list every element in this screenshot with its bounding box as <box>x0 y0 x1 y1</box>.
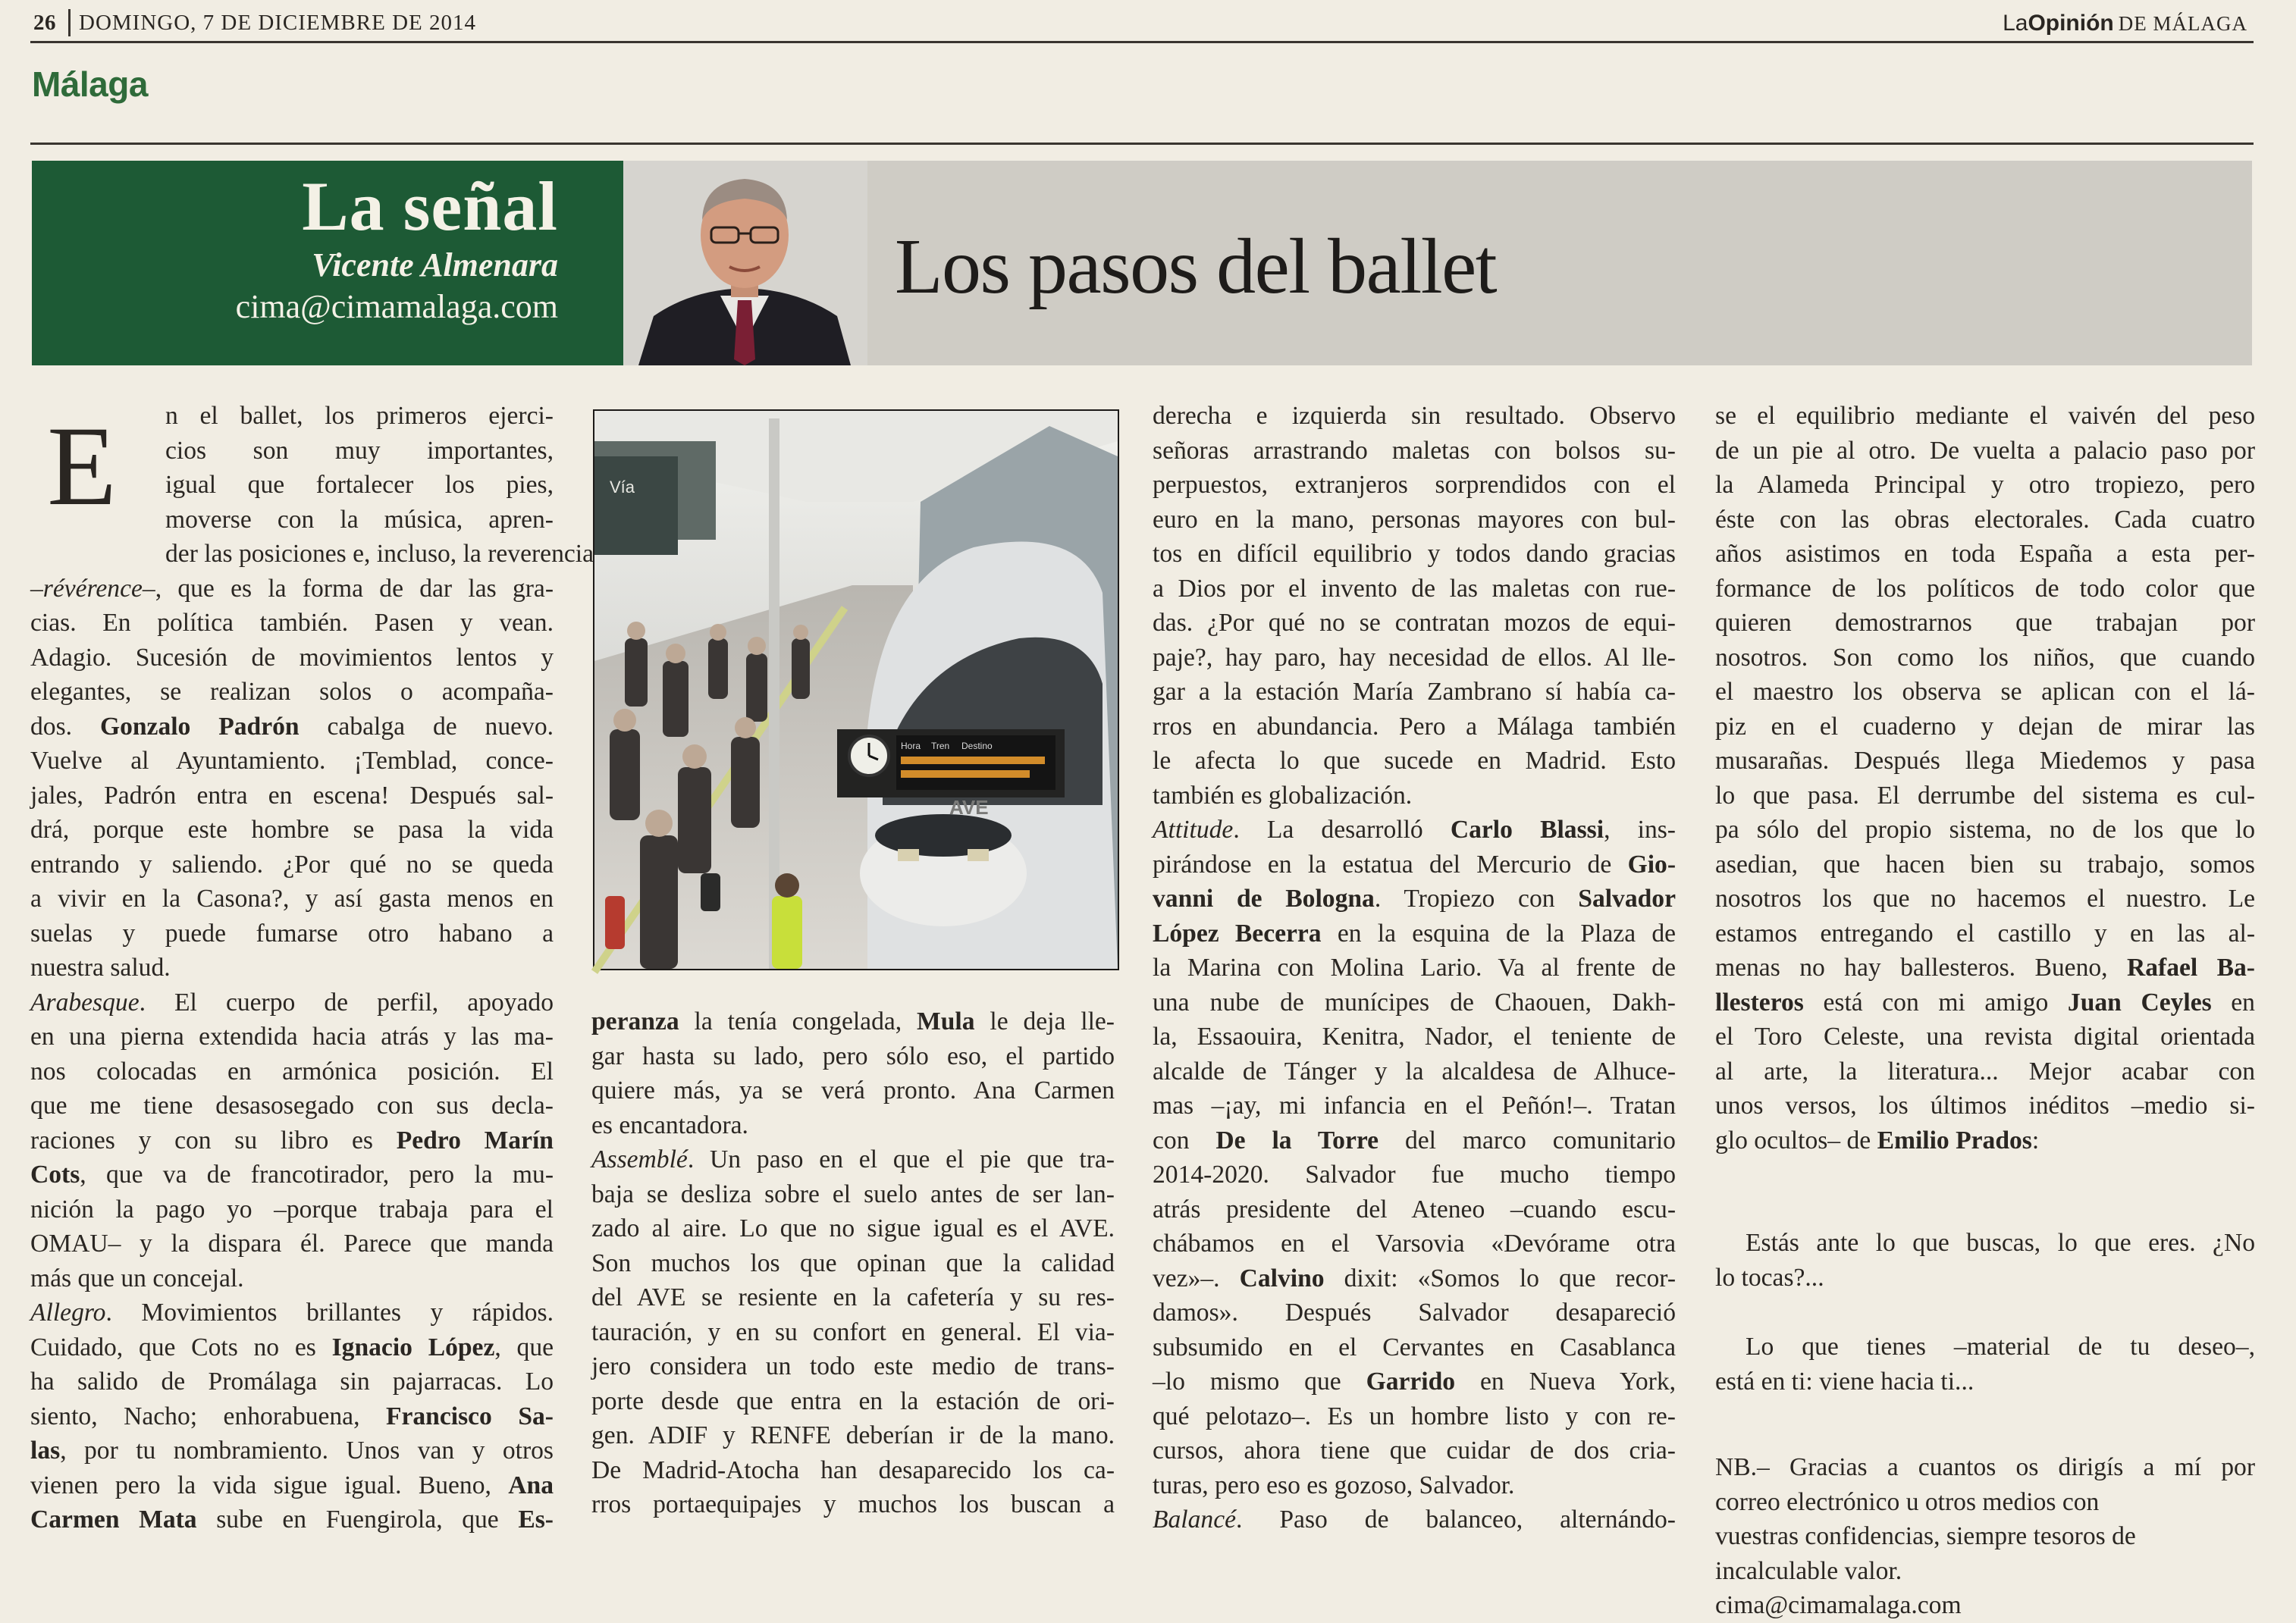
bold-name: Carmen Mata <box>30 1506 197 1534</box>
text-segment: , que va de francotirador, pero la mu- <box>80 1161 554 1189</box>
text-line <box>30 503 554 537</box>
text-segment: zado al aire. Lo que no sigue igual es el AVE. <box>591 1214 1115 1242</box>
text-segment: gen. ADIF y RENFE deberían ir de la mano. <box>591 1421 1115 1449</box>
text-line <box>1153 468 1676 503</box>
text-line <box>30 1158 554 1192</box>
text-segment: De Madrid-Atocha han desaparecido los ca- <box>591 1455 1115 1484</box>
text-segment: también es globalización. <box>1153 781 1413 810</box>
text-segment: Lo que tienes –material de tu deseo–, <box>1746 1333 2255 1361</box>
text-segment: al arte, la literatura... Mejor acabar con <box>1715 1057 2255 1086</box>
bold-name: peranza <box>591 1007 679 1036</box>
text-segment: – <box>30 574 43 603</box>
text-line <box>1715 1020 2255 1054</box>
text-segment: el Toro Celeste, una revista digital orientada <box>1715 1023 2255 1051</box>
text-segment: , ins- <box>1604 816 1676 844</box>
text-segment: drá, porque este hombre se pasa la vida <box>30 816 554 844</box>
text-line <box>30 813 554 848</box>
text-segment: Estás ante lo que buscas, lo que eres. ¿No <box>1746 1229 2255 1257</box>
text-line <box>30 951 554 985</box>
italic-term: Balancé <box>1153 1506 1237 1534</box>
text-segment: –lo mismo que <box>1153 1368 1366 1396</box>
text-line <box>1153 1365 1676 1399</box>
text-segment: : <box>2031 1126 2040 1155</box>
text-segment: NB.– Gracias a cuantos os dirigís a mí por <box>1715 1453 2255 1481</box>
text-line <box>591 1246 1115 1281</box>
text-segment: está con mi amigo <box>1803 988 2068 1017</box>
text-line <box>1715 434 2255 468</box>
text-line <box>30 468 554 503</box>
text-segment: formance de los políticos de todo color que <box>1715 574 2255 603</box>
text-line <box>1715 1450 2255 1485</box>
text-line <box>1153 503 1676 537</box>
text-line <box>30 744 554 779</box>
text-segment: cursos, ahora tiene que cuidar de dos cria- <box>1153 1437 1676 1465</box>
text-segment: la, Essaouira, Kenitra, Nador, el teniente de <box>1153 1023 1676 1051</box>
text-line <box>591 1177 1115 1212</box>
text-line <box>1715 1365 2255 1399</box>
text-segment: menas no hay ballesteros. Bueno, <box>1715 954 2127 982</box>
text-segment: estamos entregando el castillo y en las al- <box>1715 919 2255 948</box>
text-segment: tos en difícil equilibrio y todos dando gracias <box>1153 540 1676 568</box>
text-segment: gar a la estación María Zambrano sí había ca- <box>1153 678 1676 706</box>
text-segment: que me tiene desasosegado con sus decla- <box>30 1092 554 1120</box>
text-line <box>1153 813 1676 848</box>
text-segment: es encantadora. <box>591 1111 748 1139</box>
text-line <box>1715 1054 2255 1089</box>
text-line <box>591 1384 1115 1419</box>
text-line <box>591 1108 1115 1143</box>
bold-name: Cots <box>30 1161 80 1189</box>
text-line <box>1715 399 2255 434</box>
article-headline: Los pasos del ballet <box>895 223 1497 310</box>
text-line <box>30 1399 554 1434</box>
text-line <box>1153 1502 1676 1537</box>
text-line <box>1153 1433 1676 1468</box>
text-line <box>1153 1296 1676 1330</box>
text-line <box>1715 1554 2255 1589</box>
text-line <box>30 882 554 916</box>
text-segment: el maestro los observa se aplican con el lá- <box>1715 678 2255 706</box>
article-column-1 <box>30 399 594 1537</box>
bold-name: Carlo Blassi <box>1450 816 1604 844</box>
text-segment: una nube de munícipes de Chaouen, Dakh- <box>1153 988 1676 1017</box>
text-segment: le afecta lo que sucede en Madrid. Esto <box>1153 747 1676 775</box>
bold-name: Es- <box>518 1506 554 1534</box>
text-segment: nuestra salud. <box>30 954 171 982</box>
text-segment: cios son muy importantes, <box>165 436 554 465</box>
text-line <box>30 1296 554 1330</box>
section-rule <box>30 143 2254 145</box>
text-segment: vez»–. <box>1153 1264 1240 1292</box>
text-segment: n el ballet, los primeros ejerci- <box>165 402 554 430</box>
text-segment: dos. <box>30 712 100 741</box>
text-segment: tauración, y en su confort en general. El via- <box>591 1318 1115 1346</box>
poem-stanza-1 <box>1715 1226 2255 1295</box>
text-line <box>1715 503 2255 537</box>
text-line <box>30 675 554 710</box>
text-line <box>1715 1588 2255 1623</box>
text-segment: atrás presidente del Ateneo –cuando escu- <box>1153 1195 1676 1224</box>
text-segment: musarañas. Después llega Miedemos y pasa <box>1715 747 2255 775</box>
station-photo <box>593 409 1119 970</box>
brand-city: DE MÁLAGA <box>2118 12 2247 35</box>
text-segment: lo que pasa. El derrumbe del sistema es cul- <box>1715 781 2255 810</box>
nb-gap <box>1715 1399 2255 1450</box>
text-line <box>30 399 554 434</box>
text-line <box>1153 1192 1676 1227</box>
article-column-4 <box>1715 399 2255 1623</box>
text-line <box>1153 1399 1676 1434</box>
text-line <box>30 641 554 675</box>
text-segment: gar hasta su lado, pero sólo eso, el partido <box>591 1042 1115 1070</box>
text-line <box>591 1280 1115 1315</box>
board-header-tren: Tren <box>931 741 950 751</box>
text-segment: turas, pero eso es gozoso, Salvador. <box>1153 1471 1515 1499</box>
text-line <box>1715 710 2255 744</box>
text-segment: nosotros. Son como los niños, que cuando <box>1715 643 2255 672</box>
text-segment: señoras arrastrando maletas con bolsos su- <box>1153 436 1676 465</box>
text-line <box>591 1418 1115 1453</box>
text-segment: glo ocultos– de <box>1715 1126 1877 1155</box>
text-line <box>30 779 554 813</box>
text-line <box>1153 641 1676 675</box>
bold-name: Francisco Sa- <box>385 1402 554 1430</box>
bold-name: Salvador <box>1578 885 1677 913</box>
text-line <box>1715 1226 2255 1261</box>
text-segment: der las posiciones e, incluso, la reverencia <box>165 540 594 568</box>
masthead-rule <box>30 41 2254 43</box>
text-segment: del AVE se resiente en la cafetería y su res- <box>591 1283 1115 1311</box>
text-segment: raciones y con su libro es <box>30 1126 397 1155</box>
text-segment: jero considera un todo este medio de trans- <box>591 1352 1115 1380</box>
text-line <box>1715 1123 2255 1158</box>
text-segment: pa sólo del propio sistema, no de los que lo <box>1715 816 2255 844</box>
author-portrait <box>623 161 867 365</box>
text-line <box>591 1315 1115 1350</box>
column-author: Vicente Almenara <box>312 246 558 284</box>
text-segment: alcalde de Tánger y la alcaldesa de Alhuce- <box>1153 1057 1676 1086</box>
text-segment: a Dios por el invento de las maletas con rue- <box>1153 574 1676 603</box>
text-line <box>1153 1158 1676 1192</box>
text-segment: derecha e izquierda sin resultado. Observo <box>1153 402 1676 430</box>
text-line <box>1153 848 1676 882</box>
text-line <box>30 434 554 468</box>
text-line <box>30 537 594 572</box>
text-line <box>1715 1519 2255 1554</box>
text-segment: Vuelve al Ayuntamiento. ¡Temblad, conce- <box>30 747 554 775</box>
text-segment: dixit: «Somos lo que recor- <box>1324 1264 1676 1292</box>
text-line <box>591 1349 1115 1384</box>
bold-name: Juan Ceyles <box>2067 988 2212 1017</box>
text-line <box>1153 744 1676 779</box>
text-line <box>1153 916 1676 951</box>
text-line <box>1715 1485 2255 1520</box>
text-segment: nosotros los que no hacemos el nuestro. Le <box>1715 885 2255 913</box>
text-segment: –, que es la forma de dar las gra- <box>142 574 554 603</box>
text-segment: en Nueva York, <box>1455 1368 1677 1396</box>
text-line <box>1715 882 2255 916</box>
bold-name: las <box>30 1437 61 1465</box>
text-segment: sube en Fuengirola, que <box>196 1506 519 1534</box>
folio-divider <box>68 9 71 36</box>
text-segment: quiere más, ya se verá pronto. Ana Carmen <box>591 1076 1115 1104</box>
text-line <box>1715 606 2255 641</box>
bold-name: Garrido <box>1366 1368 1456 1396</box>
text-segment: vuestras confidencias, siempre tesoros de <box>1715 1522 2136 1550</box>
text-segment: la Marina con Molina Lario. Va al frente de <box>1153 954 1676 982</box>
text-segment: lo tocas?... <box>1715 1263 1824 1292</box>
bold-name: Gonzalo Padrón <box>99 712 300 741</box>
text-line <box>1715 779 2255 813</box>
text-line <box>1715 848 2255 882</box>
text-segment: . Paso de balanceo, alternándo- <box>1236 1506 1676 1534</box>
text-segment: en una pierna extendida hacia atrás y las ma- <box>30 1023 554 1051</box>
text-line <box>1715 1089 2255 1123</box>
text-segment: incalculable valor. <box>1715 1556 1902 1585</box>
text-segment: la tenía congelada, <box>679 1007 917 1036</box>
text-line <box>1153 537 1676 572</box>
text-line <box>1715 572 2255 606</box>
text-line <box>30 1365 554 1399</box>
text-line <box>1153 675 1676 710</box>
text-segment: cias. En política también. Pasen y vean. <box>30 609 554 637</box>
text-line <box>1715 1330 2255 1365</box>
text-line <box>1153 1468 1676 1503</box>
text-segment: . La desarrolló <box>1233 816 1451 844</box>
text-line <box>30 1330 554 1365</box>
text-segment: entrando y saliendo. ¿Por qué no se queda <box>30 850 554 879</box>
text-line <box>30 1468 554 1503</box>
text-segment: baja se desliza sobre el suelo antes de ser lan- <box>591 1180 1115 1208</box>
italic-term: révérence <box>42 574 143 603</box>
text-segment: nos colocadas en armónica posición. El <box>30 1057 554 1086</box>
page-number: 26 <box>33 11 56 35</box>
text-line <box>30 1502 554 1537</box>
text-segment: pirándose en la estatua del Mercurio de <box>1153 850 1628 879</box>
text-line <box>30 606 554 641</box>
text-segment: perpuestos, extranjeros sorprendidos con el <box>1153 471 1676 499</box>
bold-name: De la Torre <box>1215 1126 1379 1155</box>
bold-name: López Becerra <box>1153 919 1322 948</box>
text-line <box>591 1039 1115 1074</box>
text-segment: a vivir en la Casona?, y así gasta menos en <box>30 885 554 913</box>
text-segment: rros portaequipajes y muchos los buscan a <box>591 1490 1115 1518</box>
bold-name: Ana <box>508 1471 554 1499</box>
text-line <box>30 916 554 951</box>
bold-name: Mula <box>917 1007 975 1036</box>
brand-name: Opinión <box>2028 11 2114 36</box>
text-line <box>1153 779 1676 813</box>
text-segment: siento, Nacho; enhorabuena, <box>30 1402 386 1430</box>
text-segment: jales, Padrón entra en escena! Después sal- <box>30 781 554 810</box>
text-line <box>1153 1330 1676 1365</box>
text-line <box>1153 572 1676 606</box>
text-segment: moverse con la música, apren- <box>165 505 554 534</box>
text-line <box>30 848 554 882</box>
text-line <box>30 985 554 1020</box>
text-segment: está en ti: viene hacia ti... <box>1715 1367 1974 1396</box>
text-line <box>1715 951 2255 985</box>
train-logo-text: AVE <box>949 796 989 819</box>
text-line <box>591 1073 1115 1108</box>
author-portrait-illustration <box>623 161 867 365</box>
text-segment: OMAU– y la dispara él. Parece que manda <box>30 1230 554 1258</box>
text-line <box>30 1089 554 1123</box>
text-line <box>30 710 554 744</box>
text-line <box>1715 675 2255 710</box>
text-segment: éste con las obras electorales. Cada cuatro <box>1715 505 2255 534</box>
text-segment: años asistimos en toda España a esta per- <box>1715 540 2255 568</box>
text-line <box>1715 1261 2255 1296</box>
text-line <box>1715 537 2255 572</box>
text-segment: das. ¿Por qué no se contratan mozos de equi- <box>1153 609 1676 637</box>
text-segment: paje?, hay paro, hay necesidad de ellos. Al lle- <box>1153 643 1676 672</box>
column-4-text <box>1715 399 2255 1158</box>
column-email: cima@cimamalaga.com <box>235 287 558 325</box>
poem-gap <box>1715 1158 2255 1226</box>
bold-name: llesteros <box>1715 988 1804 1017</box>
bold-name: Emilio Prados <box>1877 1126 2032 1155</box>
text-line <box>1153 1054 1676 1089</box>
text-line <box>30 1123 554 1158</box>
text-line <box>30 1192 554 1227</box>
text-line <box>1153 951 1676 985</box>
text-line <box>30 1020 554 1054</box>
text-line <box>591 1211 1115 1246</box>
column-title: La señal <box>302 168 558 245</box>
article-column-3 <box>1153 399 1676 1537</box>
text-segment: unos versos, los últimos inéditos –medio si- <box>1715 1092 2255 1120</box>
text-line <box>1715 744 2255 779</box>
ave-train-photo-illustration <box>594 411 1118 969</box>
text-segment: ha salido de Promálaga sin pajarracas. Lo <box>30 1368 554 1396</box>
text-segment: en la esquina de la Plaza de <box>1321 919 1677 948</box>
text-line <box>1153 399 1676 434</box>
text-segment: chábamos en el Varsovia «Devórame otra <box>1153 1230 1676 1258</box>
text-line <box>591 1004 1115 1039</box>
text-segment: porte desde que entra en la estación de ori- <box>591 1386 1115 1415</box>
text-segment: , por tu nombramiento. Unos van y otros <box>60 1437 554 1465</box>
text-segment: euro en la mano, personas mayores con bul- <box>1153 505 1676 534</box>
text-segment: Cuidado, que Cots no es <box>30 1333 332 1361</box>
text-segment: quieren demostrarnos que trabajan por <box>1715 609 2255 637</box>
text-line <box>30 1054 554 1089</box>
poem-line-gap <box>1715 1295 2255 1330</box>
text-segment: cima@cimamalaga.com <box>1715 1591 1962 1619</box>
text-line <box>591 1453 1115 1488</box>
text-segment: . Movimientos brillantes y rápidos. <box>105 1299 554 1327</box>
text-segment: la Alameda Principal y otro tropiezo, pero <box>1715 471 2255 499</box>
text-segment: del marco comunitario <box>1379 1126 1676 1155</box>
text-segment: . Tropiezo con <box>1374 885 1579 913</box>
text-line <box>591 1142 1115 1177</box>
text-segment: correo electrónico u otros medios con <box>1715 1487 2100 1516</box>
text-line <box>1715 916 2255 951</box>
text-segment: suelas y puede fumarse otro habano a <box>30 919 554 948</box>
text-segment: asedian, que hacen bien su trabajo, somos <box>1715 850 2255 879</box>
text-segment: le deja lle- <box>974 1007 1115 1036</box>
text-line <box>30 1261 554 1296</box>
text-segment: cabalga de nuevo. <box>299 712 554 741</box>
text-segment: rros en abundancia. Pero a Málaga también <box>1153 712 1676 741</box>
board-header-hora: Hora <box>901 741 921 751</box>
text-segment: piz en el cuaderno y dejan de mirar las <box>1715 712 2255 741</box>
text-line <box>30 572 554 606</box>
text-line <box>1153 985 1676 1020</box>
bold-name: Pedro Marín <box>396 1126 554 1155</box>
poem-stanza-2 <box>1715 1330 2255 1399</box>
newspaper-brand <box>2003 11 2247 36</box>
text-line <box>1153 606 1676 641</box>
text-line <box>1715 641 2255 675</box>
text-line <box>1715 813 2255 848</box>
bold-name: Gio- <box>1627 850 1676 879</box>
drop-cap: E <box>47 403 117 529</box>
text-line <box>1153 1089 1676 1123</box>
text-segment: igual que fortalecer los pies, <box>165 471 554 499</box>
brand-prefix: La <box>2003 11 2028 36</box>
bold-name: vanni de Bologna <box>1153 885 1375 913</box>
text-segment: mas –¡ay, mi infancia en el Peñón!–. Tratan <box>1153 1092 1676 1120</box>
text-line <box>30 1227 554 1261</box>
text-segment: elegantes, se realizan solos o acompaña- <box>30 678 554 706</box>
italic-term: Assemblé <box>591 1145 688 1173</box>
text-line <box>1153 710 1676 744</box>
bold-name: Calvino <box>1239 1264 1325 1292</box>
italic-term: Attitude <box>1153 816 1234 844</box>
board-header-destino: Destino <box>961 741 993 751</box>
text-segment: damos». Después Salvador desapareció <box>1153 1299 1676 1327</box>
text-line <box>1153 1123 1676 1158</box>
text-segment: . Un paso en el que el pie que tra- <box>687 1145 1115 1173</box>
text-segment: se el equilibrio mediante el vaivén del peso <box>1715 402 2255 430</box>
text-segment: de un pie al otro. De vuelta a palacio paso por <box>1715 436 2255 465</box>
text-segment: , que <box>494 1333 554 1361</box>
column-header <box>32 161 623 365</box>
text-line <box>1153 434 1676 468</box>
platform-sign-text: Vía <box>610 478 635 497</box>
italic-term: Allegro <box>30 1299 106 1327</box>
text-segment: qué pelotazo–. Es un hombre listo y con re- <box>1153 1402 1676 1430</box>
section-title: Málaga <box>32 64 148 104</box>
text-segment: vienen pero la vida sigue igual. Bueno, <box>30 1471 509 1499</box>
text-line <box>591 1487 1115 1522</box>
text-segment: 2014-2020. Salvador fue mucho tiempo <box>1153 1161 1676 1189</box>
text-segment: más que un concejal. <box>30 1264 244 1292</box>
text-line <box>1153 1020 1676 1054</box>
text-segment: en <box>2211 988 2255 1017</box>
text-line <box>1153 882 1676 916</box>
text-line <box>1153 1227 1676 1261</box>
text-line <box>1715 985 2255 1020</box>
bold-name: Rafael Ba- <box>2126 954 2255 982</box>
italic-term: Arabesque <box>30 988 140 1017</box>
issue-date: DOMINGO, 7 DE DICIEMBRE DE 2014 <box>79 11 476 35</box>
text-segment: . El cuerpo de perfil, apoyado <box>139 988 554 1017</box>
text-line <box>30 1433 554 1468</box>
bold-name: Ignacio López <box>331 1333 495 1361</box>
text-segment: subsumido en el Cervantes en Casablanca <box>1153 1333 1676 1361</box>
text-segment: con <box>1153 1126 1216 1155</box>
text-line <box>1153 1261 1676 1296</box>
text-segment: Son muchos los que opinan que la calidad <box>591 1249 1115 1277</box>
author-note <box>1715 1450 2255 1623</box>
article-column-2 <box>591 1004 1115 1522</box>
text-segment: nición la pago yo –porque trabaja para el <box>30 1195 554 1224</box>
text-segment: Adagio. Sucesión de movimientos lentos y <box>30 643 554 672</box>
text-line <box>1715 468 2255 503</box>
